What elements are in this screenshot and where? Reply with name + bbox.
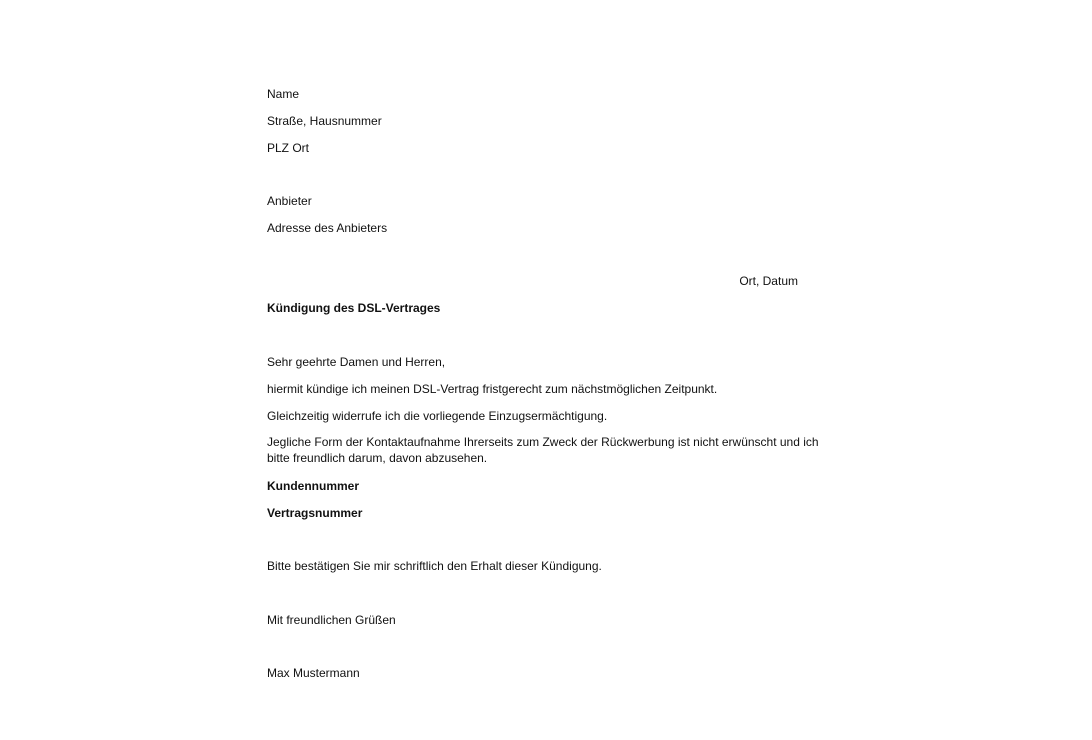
customer-number-label: Kundennummer <box>267 479 360 493</box>
confirmation-request: Bitte bestätigen Sie mir schriftlich den Erhalt dieser Kündigung. <box>267 559 602 573</box>
place-date: Ort, Datum <box>739 274 798 288</box>
body-paragraph: hiermit kündige ich meinen DSL-Vertrag fristgerecht zum nächstmöglichen Zeitpunkt. <box>267 382 718 396</box>
recipient-address: Adresse des Anbieters <box>267 221 388 235</box>
sender-city: PLZ Ort <box>267 141 310 155</box>
closing: Mit freundlichen Grüßen <box>267 613 396 627</box>
sender-street: Straße, Hausnummer <box>267 114 382 128</box>
sender-name: Name <box>267 87 300 101</box>
body-paragraph: Jegliche Form der Kontaktaufnahme Ihrerseits zum Zweck der Rückwerbung ist nicht erwünscht und ich bitte freundlich darum, davon abzusehen. <box>267 435 819 465</box>
body-paragraph: Gleichzeitig widerrufe ich die vorliegende Einzugsermächtigung. <box>267 409 608 423</box>
salutation: Sehr geehrte Damen und Herren, <box>267 355 446 369</box>
recipient-provider: Anbieter <box>267 194 312 208</box>
signature: Max Mustermann <box>267 666 360 680</box>
subject: Kündigung des DSL-Vertrages <box>267 301 441 315</box>
contract-number-label: Vertragsnummer <box>267 506 363 520</box>
